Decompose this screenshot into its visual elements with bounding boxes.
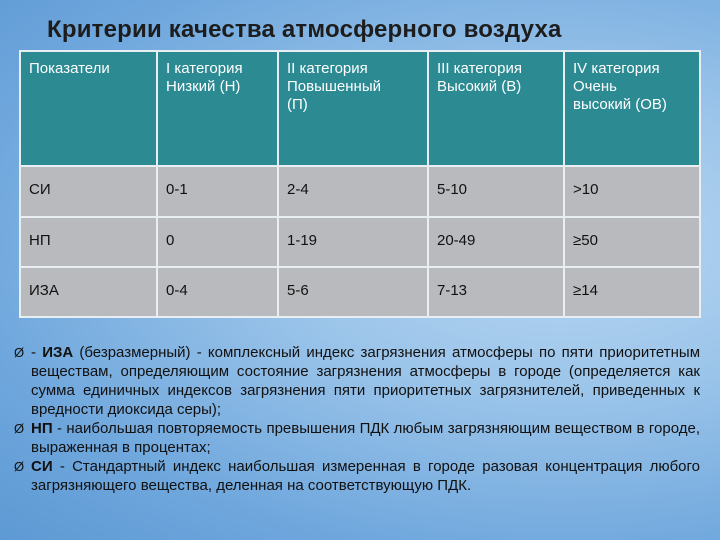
header-text: Очень xyxy=(573,78,617,95)
table-row xyxy=(20,217,700,267)
arrow-bullet-icon: Ø xyxy=(14,459,25,474)
table-cell: 1-19 xyxy=(278,217,428,267)
list-item xyxy=(14,343,700,419)
note-term: НП xyxy=(31,420,53,437)
page-title: Критерии качества атмосферного воздуха xyxy=(47,16,562,43)
table-cell: 0 xyxy=(157,217,278,267)
table-cell: НП xyxy=(20,217,157,267)
note-term: ИЗА xyxy=(42,344,74,361)
table-cell: >10 xyxy=(564,166,700,217)
table-cell: ≥50 xyxy=(564,217,700,267)
table-cell: 7-13 xyxy=(428,267,564,317)
header-cell-category-2 xyxy=(278,51,428,166)
list-item xyxy=(14,457,700,495)
arrow-bullet-icon: Ø xyxy=(14,345,25,360)
note-text: - наибольшая повторяемость превышения ПДК любым загрязняющим веществом в городе, выраженная в процентах; xyxy=(31,420,700,456)
table-cell: СИ xyxy=(20,166,157,217)
header-text: Низкий (Н) xyxy=(166,78,241,95)
header-text: I категория xyxy=(166,60,243,77)
table-cell: 0-1 xyxy=(157,166,278,217)
definitions-list xyxy=(14,343,700,495)
list-item xyxy=(14,419,700,457)
note-text: - Стандартный индекс наибольшая измеренная в городе разовая концентрация любого загрязняющего вещества, деленная на соответствующую ПДК. xyxy=(31,458,700,494)
header-text: Показатели xyxy=(29,60,110,77)
header-cell-category-4 xyxy=(564,51,700,166)
table-cell: 2-4 xyxy=(278,166,428,217)
header-cell-category-1 xyxy=(157,51,278,166)
criteria-table xyxy=(19,50,701,318)
table-cell: 5-6 xyxy=(278,267,428,317)
note-term: СИ xyxy=(31,458,53,475)
header-cell-indicators xyxy=(20,51,157,166)
header-text: III категория xyxy=(437,60,522,77)
header-text: высокий (ОВ) xyxy=(573,96,667,113)
header-text: Высокий (В) xyxy=(437,78,522,95)
table-cell: 5-10 xyxy=(428,166,564,217)
table-cell: ≥14 xyxy=(564,267,700,317)
table-cell: ИЗА xyxy=(20,267,157,317)
note-prefix: - xyxy=(31,344,43,361)
table-row xyxy=(20,267,700,317)
header-cell-category-3 xyxy=(428,51,564,166)
header-text: (П) xyxy=(287,96,308,113)
header-text: II категория xyxy=(287,60,368,77)
table-cell: 20-49 xyxy=(428,217,564,267)
table-row xyxy=(20,166,700,217)
table-header-row xyxy=(20,51,700,166)
arrow-bullet-icon: Ø xyxy=(14,421,25,436)
header-text: Повышенный xyxy=(287,78,381,95)
table-cell: 0-4 xyxy=(157,267,278,317)
note-text: (безразмерный) - комплексный индекс загрязнения атмосферы по пяти приоритетным веществам, определяющим состояние загрязнения атмосферы в городе (определяется как сумма единичных индексов загрязнения пяти приоритетных загрязнителей, приведенных к вредности диоксида серы); xyxy=(31,344,701,418)
header-text: IV категория xyxy=(573,60,660,77)
